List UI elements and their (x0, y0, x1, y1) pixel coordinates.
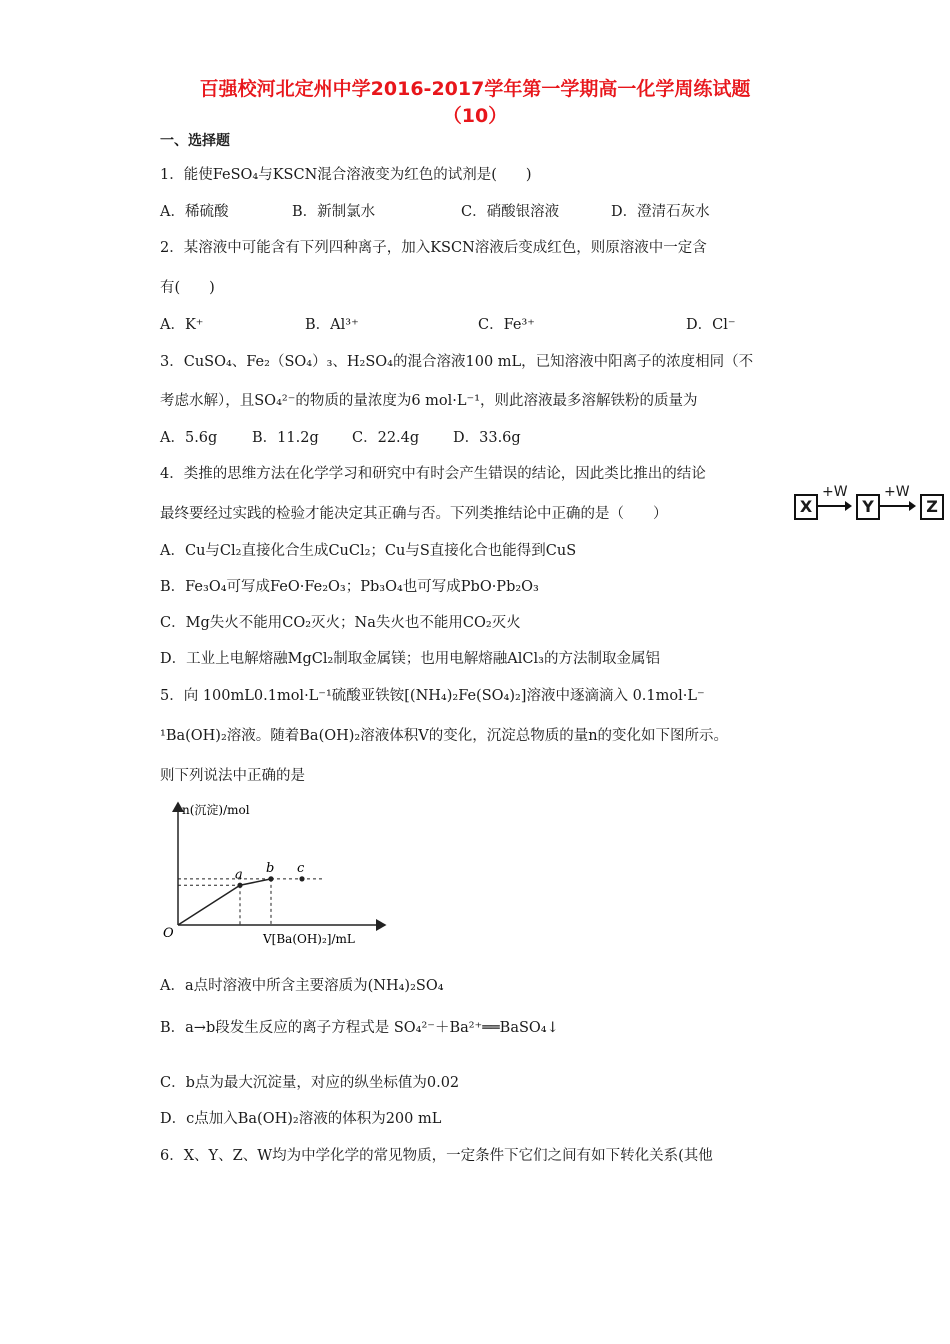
data-point-a (237, 883, 242, 888)
arrow-label-1: +W (822, 484, 848, 500)
q3-option-d: D．33.6g (453, 430, 521, 446)
q2-option-b: B．Al³⁺ (305, 317, 359, 333)
q3-option-c: C．22.4g (352, 430, 420, 446)
conversion-diagram (792, 484, 944, 524)
q4-stem-line1: 4．类推的思维方法在化学学习和研究中有时会产生错误的结论，因此类比推出的结论 (160, 466, 706, 482)
q1-option-a: A．稀硫酸 (160, 204, 229, 220)
data-point-b (268, 876, 273, 881)
q5-option-c: C．b点为最大沉淀量，对应的纵坐标值为0.02 (160, 1075, 460, 1091)
point-label-c: c (297, 860, 305, 876)
arrow-label-2: +W (884, 484, 910, 500)
q2-stem-line2: 有( ) (160, 280, 215, 296)
q3-option-b: B．11.2g (252, 430, 319, 446)
node-z: Z (920, 494, 944, 520)
section-heading: 一、选择题 (160, 133, 230, 149)
q5-option-d: D．c点加入Ba(OH)₂溶液的体积为200 mL (160, 1111, 442, 1127)
chart-series (178, 861, 324, 925)
node-y: Y (856, 494, 880, 520)
arrow-y-z (880, 505, 914, 507)
q1-option-c: C．硝酸银溶液 (461, 204, 560, 220)
page-title: 百强校河北定州中学2016-2017学年第一学期高一化学周练试题 (199, 78, 751, 100)
q4-option-b: B．Fe₃O₄可写成FeO·Fe₂O₃；Pb₃O₄也可写成PbO·Pb₂O₃ (160, 579, 539, 595)
node-x: X (794, 494, 818, 520)
q4-option-c: C．Mg失火不能用CO₂灭火；Na失火也不能用CO₂灭火 (160, 615, 521, 631)
series-segment (240, 879, 271, 885)
point-label-a: a (235, 867, 243, 883)
q2-option-c: C．Fe³⁺ (478, 317, 535, 333)
page-subtitle: （10） (442, 105, 508, 127)
q2-stem-line1: 2．某溶液中可能含有下列四种离子，加入KSCN溶液后变成红色，则原溶液中一定含 (160, 240, 707, 256)
series-segment (178, 885, 240, 925)
q1-option-b: B．新制氯水 (292, 204, 376, 220)
precipitate-chart (160, 795, 400, 950)
q5-stem-line1: 5．向 100mL0.1mol·L⁻¹硫酸亚铁铵[(NH₄)₂Fe(SO₄)₂]溶液中逐滴滴入 0.1mol·L⁻ (160, 688, 705, 704)
q1-stem: 1．能使FeSO₄与KSCN混合溶液变为红色的试剂是( ) (160, 167, 532, 183)
q5-stem-line2: ¹Ba(OH)₂溶液。随着Ba(OH)₂溶液体积V的变化，沉淀总物质的量n的变化如下图所示。 (160, 728, 729, 744)
q3-stem-line1: 3．CuSO₄、Fe₂（SO₄）₃、H₂SO₄的混合溶液100 mL，已知溶液中阳离子的浓度相同（不 (160, 354, 754, 370)
q2-option-a: A．K⁺ (160, 317, 204, 333)
origin-label: O (163, 926, 174, 941)
data-point-c (299, 876, 304, 881)
q2-option-d: D．Cl⁻ (686, 317, 736, 333)
x-axis-label: V[Ba(OH)₂]/mL (263, 932, 355, 946)
q1-option-d: D．澄清石灰水 (611, 204, 710, 220)
q5-option-b: B．a→b段发生反应的离子方程式是 SO₄²⁻＋Ba²⁺══BaSO₄↓ (160, 1020, 559, 1036)
q4-option-d: D．工业上电解熔融MgCl₂制取金属镁；也用电解熔融AlCl₃的方法制取金属铝 (160, 651, 660, 667)
q6-stem-line1: 6．X、Y、Z、W均为中学化学的常见物质，一定条件下它们之间有如下转化关系(其他 (160, 1148, 713, 1164)
q3-stem-line2: 考虑水解），且SO₄²⁻的物质的量浓度为6 mol·L⁻¹，则此溶液最多溶解铁粉的质量为 (160, 393, 698, 409)
q3-option-a: A．5.6g (160, 430, 218, 446)
q5-stem-line3: 则下列说法中正确的是 (160, 768, 305, 784)
q5-option-a: A．a点时溶液中所含主要溶质为(NH₄)₂SO₄ (160, 978, 444, 994)
arrow-x-y (818, 505, 850, 507)
y-axis-label: n(沉淀)/mol (182, 803, 250, 817)
point-label-b: b (266, 860, 275, 876)
q4-stem-line2: 最终要经过实践的检验才能决定其正确与否。下列类推结论中正确的是（ ） (160, 506, 668, 522)
q4-option-a: A．Cu与Cl₂直接化合生成CuCl₂；Cu与S直接化合也能得到CuS (160, 543, 577, 559)
